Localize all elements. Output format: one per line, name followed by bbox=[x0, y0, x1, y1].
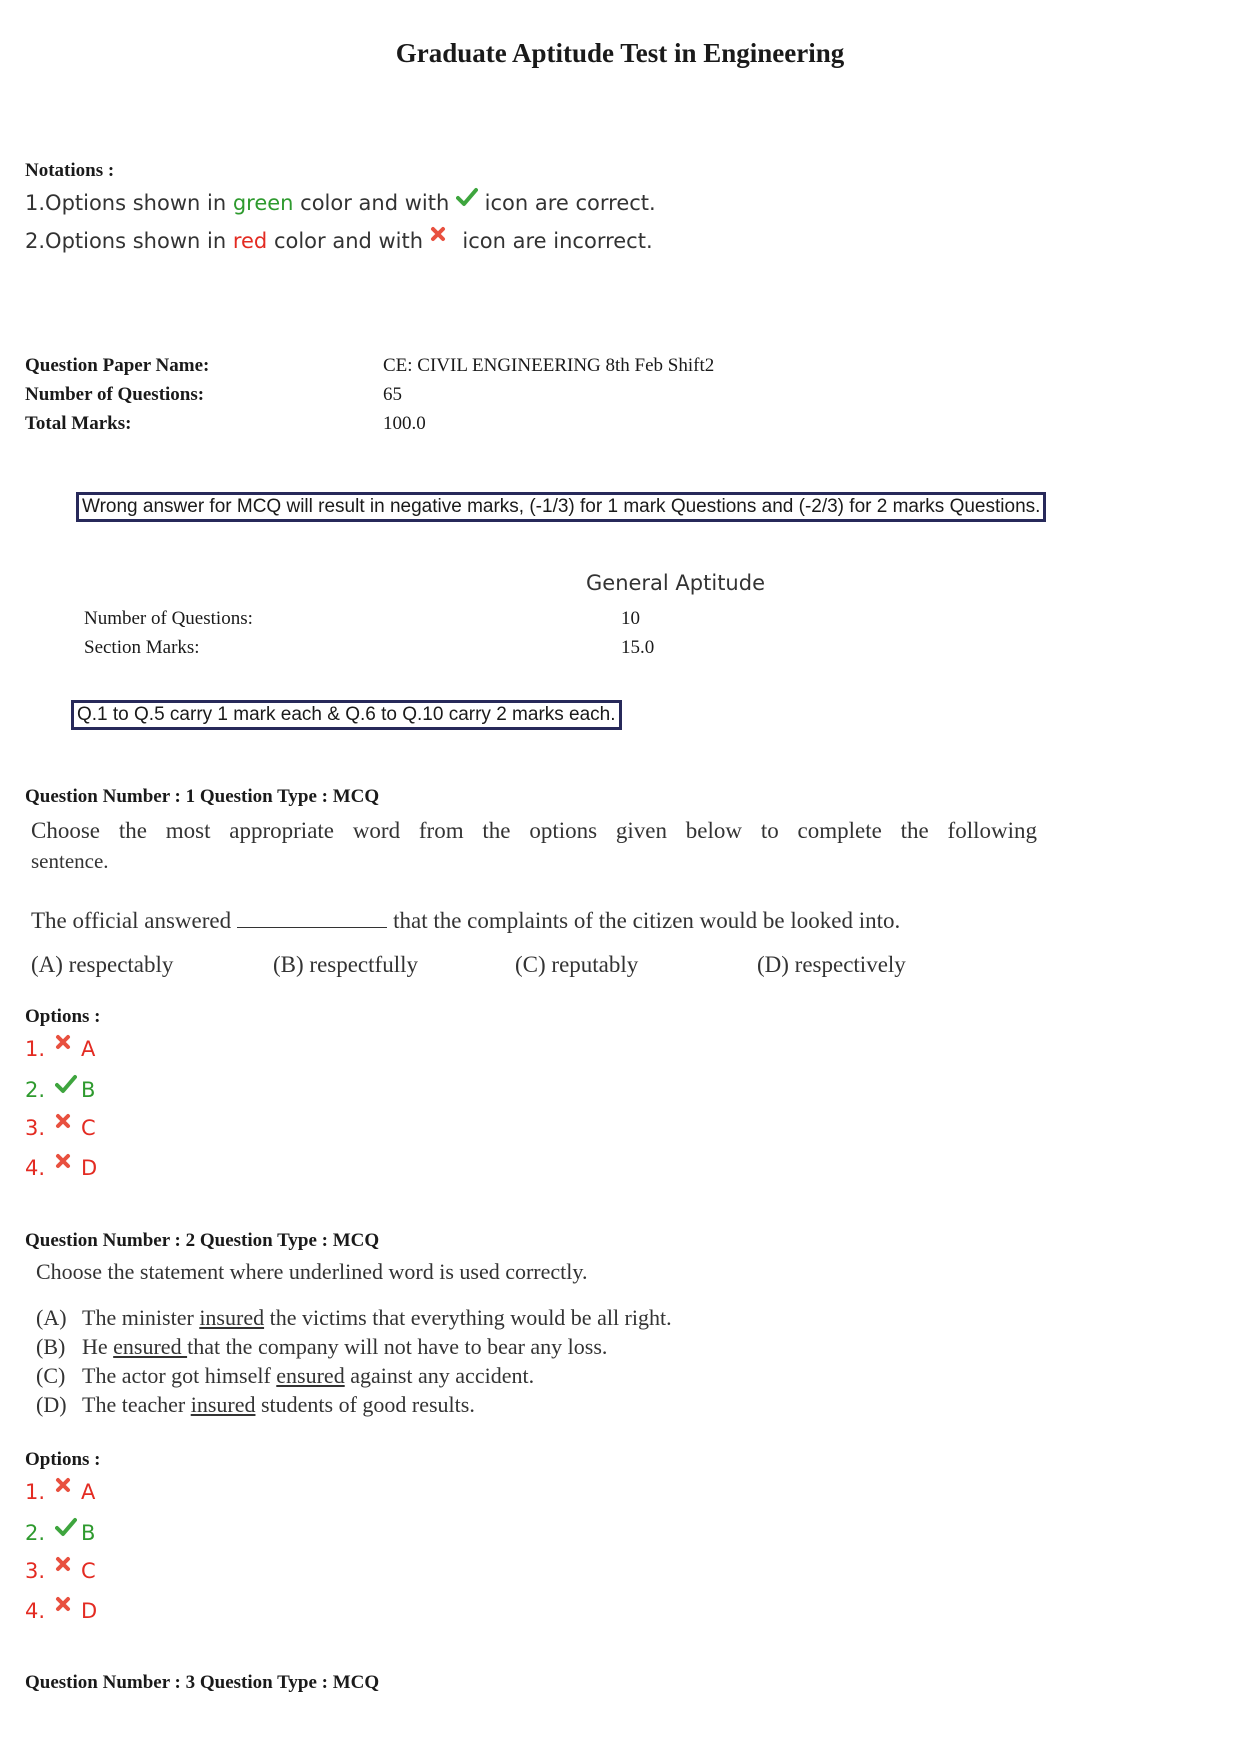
option-row-incorrect: 3. C bbox=[25, 1559, 96, 1583]
cross-icon bbox=[430, 226, 446, 242]
green-word: green bbox=[232, 191, 294, 215]
cross-icon bbox=[55, 1596, 71, 1612]
option-row-incorrect: 1. A bbox=[25, 1037, 95, 1061]
check-icon bbox=[456, 187, 478, 207]
cross-icon bbox=[55, 1556, 71, 1572]
check-icon bbox=[55, 1517, 77, 1537]
cross-icon bbox=[55, 1034, 71, 1050]
cross-icon bbox=[55, 1153, 71, 1169]
paper-name-label: Question Paper Name: bbox=[25, 355, 210, 376]
choice-c: (C) The actor got himself ensured against any accident. bbox=[36, 1363, 535, 1388]
options-label: Options : bbox=[25, 1006, 101, 1027]
question-header: Question Number : 1 Question Type : MCQ bbox=[25, 786, 380, 807]
choice-b: (B) He ensured that the company will not have to bear any loss. bbox=[36, 1334, 608, 1359]
red-word: red bbox=[232, 229, 268, 253]
option-row-correct: 2. B bbox=[25, 1520, 95, 1545]
question-count-label: Number of Questions: bbox=[25, 384, 205, 405]
question-header: Question Number : 3 Question Type : MCQ bbox=[25, 1672, 380, 1693]
option-row-incorrect: 3. C bbox=[25, 1116, 96, 1140]
option-row-correct: 2. B bbox=[25, 1077, 95, 1102]
choice-d: (D) respectively bbox=[757, 952, 906, 977]
choice-d: (D) The teacher insured students of good results. bbox=[36, 1392, 475, 1417]
section-count-label: Number of Questions: bbox=[84, 608, 253, 629]
check-icon bbox=[55, 1074, 77, 1094]
page-title: Graduate Aptitude Test in Engineering bbox=[395, 38, 845, 68]
question-prompt: Choose the statement where underlined word is used correctly. bbox=[36, 1259, 588, 1284]
cross-icon bbox=[55, 1113, 71, 1129]
section-marks-note: Q.1 to Q.5 carry 1 mark each & Q.6 to Q.10 carry 2 marks each. bbox=[71, 700, 622, 730]
cross-icon bbox=[55, 1477, 71, 1493]
choice-a: (A) respectably bbox=[31, 952, 174, 977]
question-prompt-cont: sentence. bbox=[31, 849, 109, 873]
negative-marking-note: Wrong answer for MCQ will result in negative marks, (-1/3) for 1 mark Questions and (-2/3) for 2 marks Questions. bbox=[76, 492, 1046, 522]
section-marks-value: 15.0 bbox=[621, 637, 655, 658]
section-marks-label: Section Marks: bbox=[84, 637, 200, 658]
option-row-incorrect: 1. A bbox=[25, 1480, 95, 1504]
total-marks-label: Total Marks: bbox=[25, 413, 132, 434]
choice-b: (B) respectfully bbox=[273, 952, 418, 977]
choice-a: (A) The minister insured the victims that everything would be all right. bbox=[36, 1305, 672, 1330]
question-sentence: The official answered that the complaints of the citizen would be looked into. bbox=[31, 905, 900, 934]
paper-name-value: CE: CIVIL ENGINEERING 8th Feb Shift2 bbox=[383, 355, 715, 376]
notations-heading: Notations : bbox=[25, 160, 115, 181]
option-row-incorrect: 4. D bbox=[25, 1599, 97, 1623]
total-marks-value: 100.0 bbox=[383, 413, 426, 434]
section-count-value: 10 bbox=[621, 608, 640, 629]
answer-blank bbox=[237, 905, 387, 928]
question-header: Question Number : 2 Question Type : MCQ bbox=[25, 1230, 380, 1251]
option-row-incorrect: 4. D bbox=[25, 1156, 97, 1180]
question-count-value: 65 bbox=[383, 384, 402, 405]
choice-c: (C) reputably bbox=[515, 952, 639, 977]
question-prompt: Choose the most appropriate word from the options given below to complete the following bbox=[31, 818, 1037, 843]
notation-line-1: 1.Options shown in green color and with icon are correct. bbox=[25, 190, 656, 215]
notation-line-2: 2.Options shown in red color and with icon are incorrect. bbox=[25, 229, 653, 253]
section-name: General Aptitude bbox=[586, 571, 765, 595]
options-label: Options : bbox=[25, 1449, 101, 1470]
